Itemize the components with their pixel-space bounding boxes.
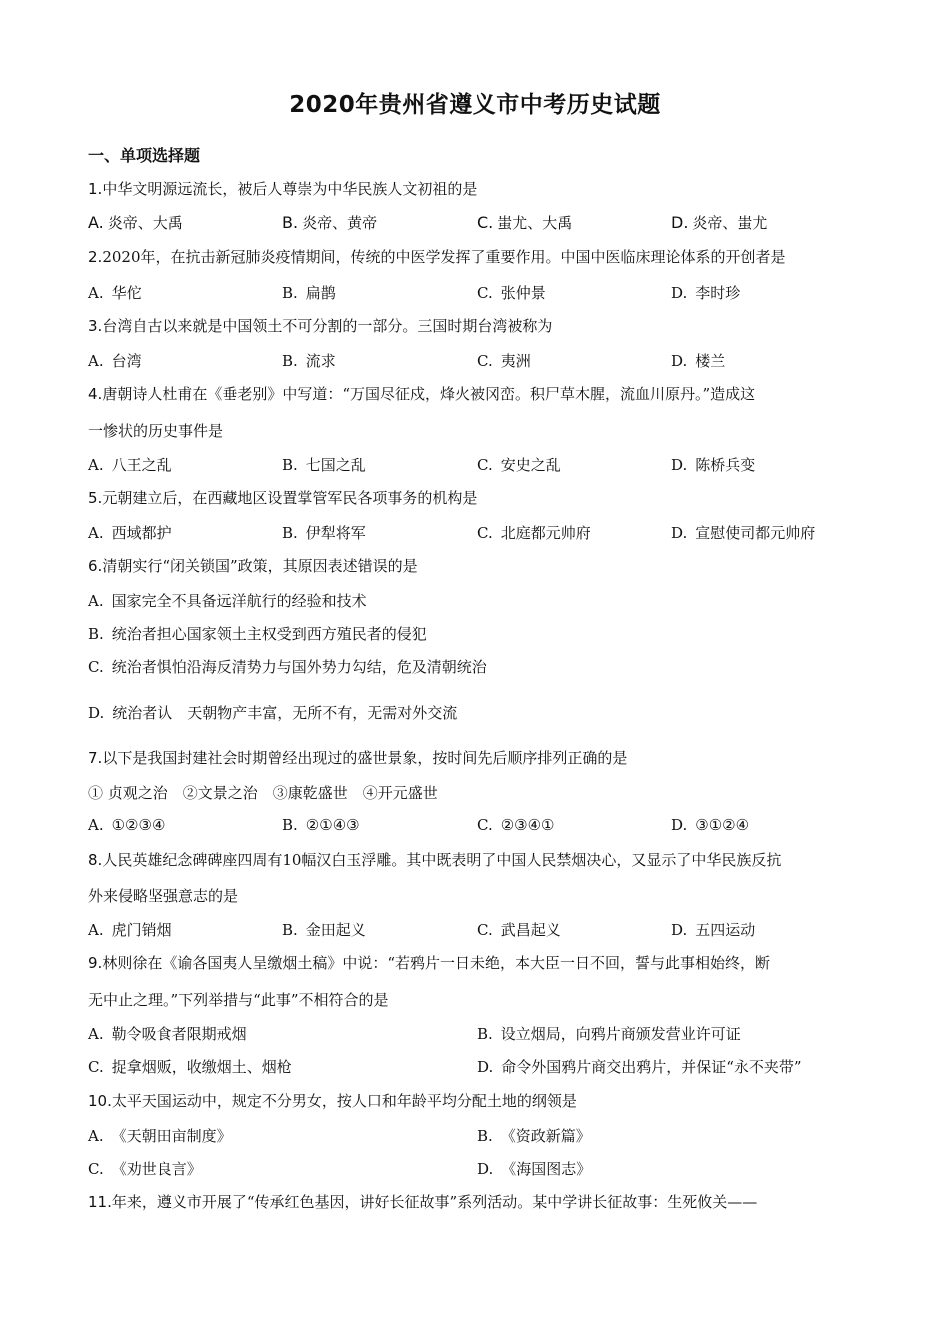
question-text: 林则徐在《谕各国夷人呈缴烟土稿》中说：“若鸦片一日未绝，本大臣一日不回，誓与此事相始终，断 (102, 954, 770, 972)
option-b: B. 炎帝、黄帝 (282, 213, 378, 232)
question-5-options (88, 522, 878, 544)
question-number: 10. (88, 1092, 112, 1110)
option-d: D. 宣慰使司都元帅府 (671, 524, 816, 542)
question-text: 年来，遵义市开展了“传承红色基因，讲好长征故事”系列活动。某中学讲长征故事：生死攸关—— (111, 1193, 758, 1211)
option-a: A. 台湾 (88, 352, 142, 370)
question-number: 4. (88, 385, 103, 403)
option-b: B. 设立烟局，向鸦片商颁发营业许可证 (477, 1025, 741, 1043)
question-4-options (88, 454, 878, 476)
option-d: D. 《海国图志》 (477, 1160, 592, 1178)
question-text: 以下是我国封建社会时期曾经出现过的盛世景象，按时间先后顺序排列正确的是 (102, 749, 628, 767)
option-a: A. 西域都护 (88, 524, 172, 542)
question-number: 8. (88, 851, 103, 869)
option-c: C. 张仲景 (477, 284, 546, 302)
option-d: D. 炎帝、蚩尤 (671, 213, 768, 232)
question-text: 唐朝诗人杜甫在《垂老别》中写道：“万国尽征戍，烽火被冈峦。积尸草木腥，流血川原丹。”造成这 (102, 385, 756, 403)
option-c: C. 武昌起义 (477, 921, 561, 939)
option-b: B. ②①④③ (282, 816, 360, 834)
question-8 (88, 849, 878, 870)
option-d: D. ③①②④ (671, 816, 750, 834)
option-d: D. 五四运动 (671, 921, 756, 939)
question-text: 2020年，在抗击新冠肺炎疫情期间，传统的中医学发挥了重要作用。中国中医临床理论体系的开创者是 (102, 248, 786, 266)
option-a: A. 炎帝、大禹 (88, 213, 183, 232)
question-2-options (88, 282, 878, 304)
question-number: 7. (88, 749, 103, 767)
question-number: 3. (88, 317, 103, 335)
option-c: C. 统治者惧怕沿海反清势力与国外势力勾结，危及清朝统治 (88, 658, 487, 676)
option-b: B. 扁鹊 (282, 284, 336, 302)
option-c: C. 夷洲 (477, 352, 531, 370)
question-4-continuation: 一惨状的历史事件是 (88, 422, 224, 440)
question-1-options (88, 212, 878, 234)
question-number: 11. (88, 1193, 112, 1211)
question-8-continuation: 外来侵略坚强意志的是 (88, 887, 239, 905)
question-8-options (88, 919, 878, 941)
option-c: C. 安史之乱 (477, 456, 561, 474)
option-a: A. 《天朝田亩制度》 (88, 1127, 232, 1145)
option-a: A. 华佗 (88, 284, 142, 302)
option-b: B. 伊犁将军 (282, 524, 366, 542)
option-b: B. 统治者担心国家领土主权受到西方殖民者的侵犯 (88, 625, 427, 643)
option-b: B. 《资政新篇》 (477, 1127, 591, 1145)
question-text: 元朝建立后，在西藏地区设置掌管军民各项事务的机构是 (102, 489, 478, 507)
option-d: D. 李时珍 (671, 284, 741, 302)
question-11 (88, 1191, 878, 1212)
page-title: 2020年贵州省遵义市中考历史试题 (289, 92, 661, 118)
question-4 (88, 383, 878, 404)
option-c: C. 捉拿烟贩，收缴烟土、烟枪 (88, 1058, 292, 1076)
option-d: D. 楼兰 (671, 352, 726, 370)
question-text: 人民英雄纪念碑碑座四周有10幅汉白玉浮雕。其中既表明了中国人民禁烟决心，又显示了中华民族反抗 (102, 851, 782, 869)
option-d: D. 统治者认 天朝物产丰富，无所不有，无需对外交流 (88, 704, 458, 722)
question-3-options (88, 350, 878, 372)
question-text: 清朝实行“闭关锁国”政策，其原因表述错误的是 (102, 557, 418, 575)
option-c: C. ②③④① (477, 816, 555, 834)
question-10 (88, 1090, 878, 1111)
section-heading: 一、单项选择题 (88, 146, 201, 165)
question-9-continuation: 无中止之理。”下列举措与“此事”不相符合的是 (88, 991, 389, 1009)
option-c: C. 《劝世良言》 (88, 1160, 202, 1178)
question-number: 9. (88, 954, 103, 972)
question-9 (88, 952, 878, 973)
question-number: 6. (88, 557, 103, 575)
option-c: C. 蚩尤、大禹 (477, 213, 573, 232)
question-7-items: ① 贞观之治 ②文景之治 ③康乾盛世 ④开元盛世 (88, 784, 438, 802)
question-10-options-row1 (88, 1125, 878, 1147)
option-c: C. 北庭都元帅府 (477, 524, 591, 542)
option-b: B. 流求 (282, 352, 336, 370)
question-text: 台湾自古以来就是中国领土不可分割的一部分。三国时期台湾被称为 (102, 317, 553, 335)
question-number: 5. (88, 489, 103, 507)
question-9-options-row1 (88, 1023, 878, 1045)
option-a: A. 八王之乱 (88, 456, 172, 474)
question-text: 中华文明源远流长，被后人尊崇为中华民族人文初祖的是 (102, 180, 478, 198)
question-5 (88, 487, 878, 508)
question-7-options (88, 816, 878, 838)
question-text: 太平天国运动中，规定不分男女，按人口和年龄平均分配土地的纲领是 (111, 1092, 577, 1110)
question-number: 1. (88, 180, 103, 198)
option-a: A. 勒令吸食者限期戒烟 (88, 1025, 247, 1043)
question-1 (88, 178, 878, 199)
option-b: B. 金田起义 (282, 921, 366, 939)
question-7 (88, 747, 878, 768)
question-6 (88, 555, 878, 576)
question-10-options-row2 (88, 1158, 878, 1180)
question-number: 2. (88, 248, 103, 266)
question-3 (88, 315, 878, 336)
question-2 (88, 246, 878, 267)
option-d: D. 命令外国鸦片商交出鸦片，并保证“永不夹带” (477, 1058, 802, 1076)
option-b: B. 七国之乱 (282, 456, 366, 474)
option-d: D. 陈桥兵变 (671, 456, 756, 474)
option-a: A. 虎门销烟 (88, 921, 172, 939)
option-a: A. 国家完全不具备远洋航行的经验和技术 (88, 592, 367, 610)
option-a: A. ①②③④ (88, 816, 166, 834)
question-9-options-row2 (88, 1056, 878, 1078)
